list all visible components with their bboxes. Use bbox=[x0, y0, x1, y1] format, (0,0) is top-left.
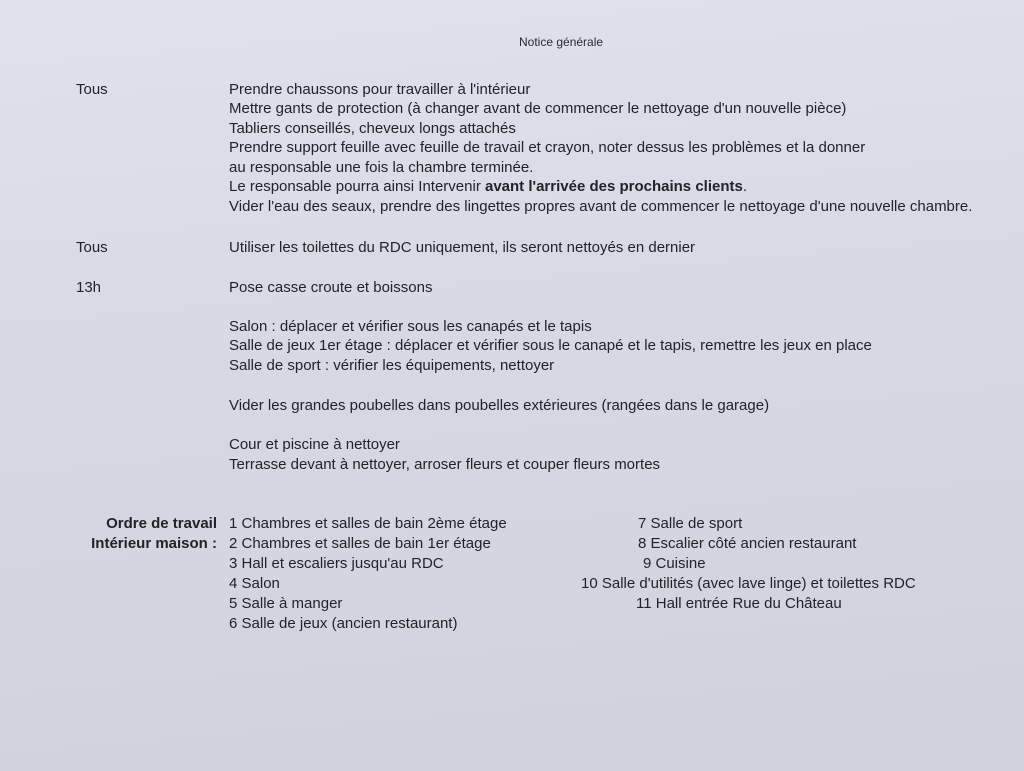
order-item: 10 Salle d'utilités (avec lave linge) et toilettes RDC bbox=[581, 575, 916, 592]
instruction-line: Vider l'eau des seaux, prendre des lingettes propres avant de commencer le nettoyage d'une nouvelle chambre. bbox=[229, 198, 973, 215]
task-line: Salle de jeux 1er étage : déplacer et vérifier sous le canapé et le tapis, remettre les jeux en place bbox=[229, 337, 872, 354]
task-line: Salon : déplacer et vérifier sous les canapés et le tapis bbox=[229, 318, 592, 335]
task-line: Vider les grandes poubelles dans poubelles extérieures (rangées dans le garage) bbox=[229, 397, 770, 414]
instruction-line: au responsable une fois la chambre terminée. bbox=[229, 159, 534, 176]
instruction-line: Prendre support feuille avec feuille de travail et crayon, noter dessus les problèmes et la donner bbox=[229, 139, 866, 156]
instruction-line: Mettre gants de protection (à changer avant de commencer le nettoyage d'un nouvelle pièce) bbox=[229, 100, 847, 117]
instruction-line-with-emphasis bbox=[229, 178, 747, 195]
emphasis-prefix: Le responsable pourra ainsi Intervenir bbox=[229, 178, 485, 195]
page-title: Notice générale bbox=[519, 35, 604, 49]
task-line: Terrasse devant à nettoyer, arroser fleurs et couper fleurs mortes bbox=[229, 456, 661, 473]
section-label-tous-2: Tous bbox=[76, 239, 108, 256]
order-item: 6 Salle de jeux (ancien restaurant) bbox=[229, 615, 458, 632]
order-item: 1 Chambres et salles de bain 2ème étage bbox=[229, 515, 507, 532]
task-line: Salle de sport : vérifier les équipements, nettoyer bbox=[229, 357, 555, 374]
emphasis-suffix: . bbox=[742, 178, 748, 195]
order-item: 2 Chambres et salles de bain 1er étage bbox=[229, 535, 491, 552]
order-label-line2: Intérieur maison : bbox=[91, 535, 217, 552]
order-item: 9 Cuisine bbox=[643, 555, 706, 572]
section-label-tous-1: Tous bbox=[76, 81, 108, 98]
instruction-line: Pose casse croute et boissons bbox=[229, 279, 433, 296]
instruction-line: Utiliser les toilettes du RDC uniquement, ils seront nettoyés en dernier bbox=[229, 239, 696, 256]
emphasis-bold-text: avant l'arrivée des prochains clients bbox=[484, 178, 743, 195]
task-line: Cour et piscine à nettoyer bbox=[229, 436, 400, 453]
order-item: 8 Escalier côté ancien restaurant bbox=[638, 535, 857, 552]
instruction-line: Tabliers conseillés, cheveux longs attachés bbox=[229, 120, 516, 137]
section-label-13h: 13h bbox=[76, 279, 102, 296]
instruction-line: Prendre chaussons pour travailler à l'intérieur bbox=[229, 81, 531, 98]
order-item: 4 Salon bbox=[229, 575, 280, 592]
order-item: 7 Salle de sport bbox=[638, 515, 743, 532]
order-item: 11 Hall entrée Rue du Château bbox=[636, 595, 842, 612]
order-item: 5 Salle à manger bbox=[229, 595, 343, 612]
order-item: 3 Hall et escaliers jusqu'au RDC bbox=[229, 555, 444, 572]
order-label-line1: Ordre de travail bbox=[106, 515, 217, 532]
